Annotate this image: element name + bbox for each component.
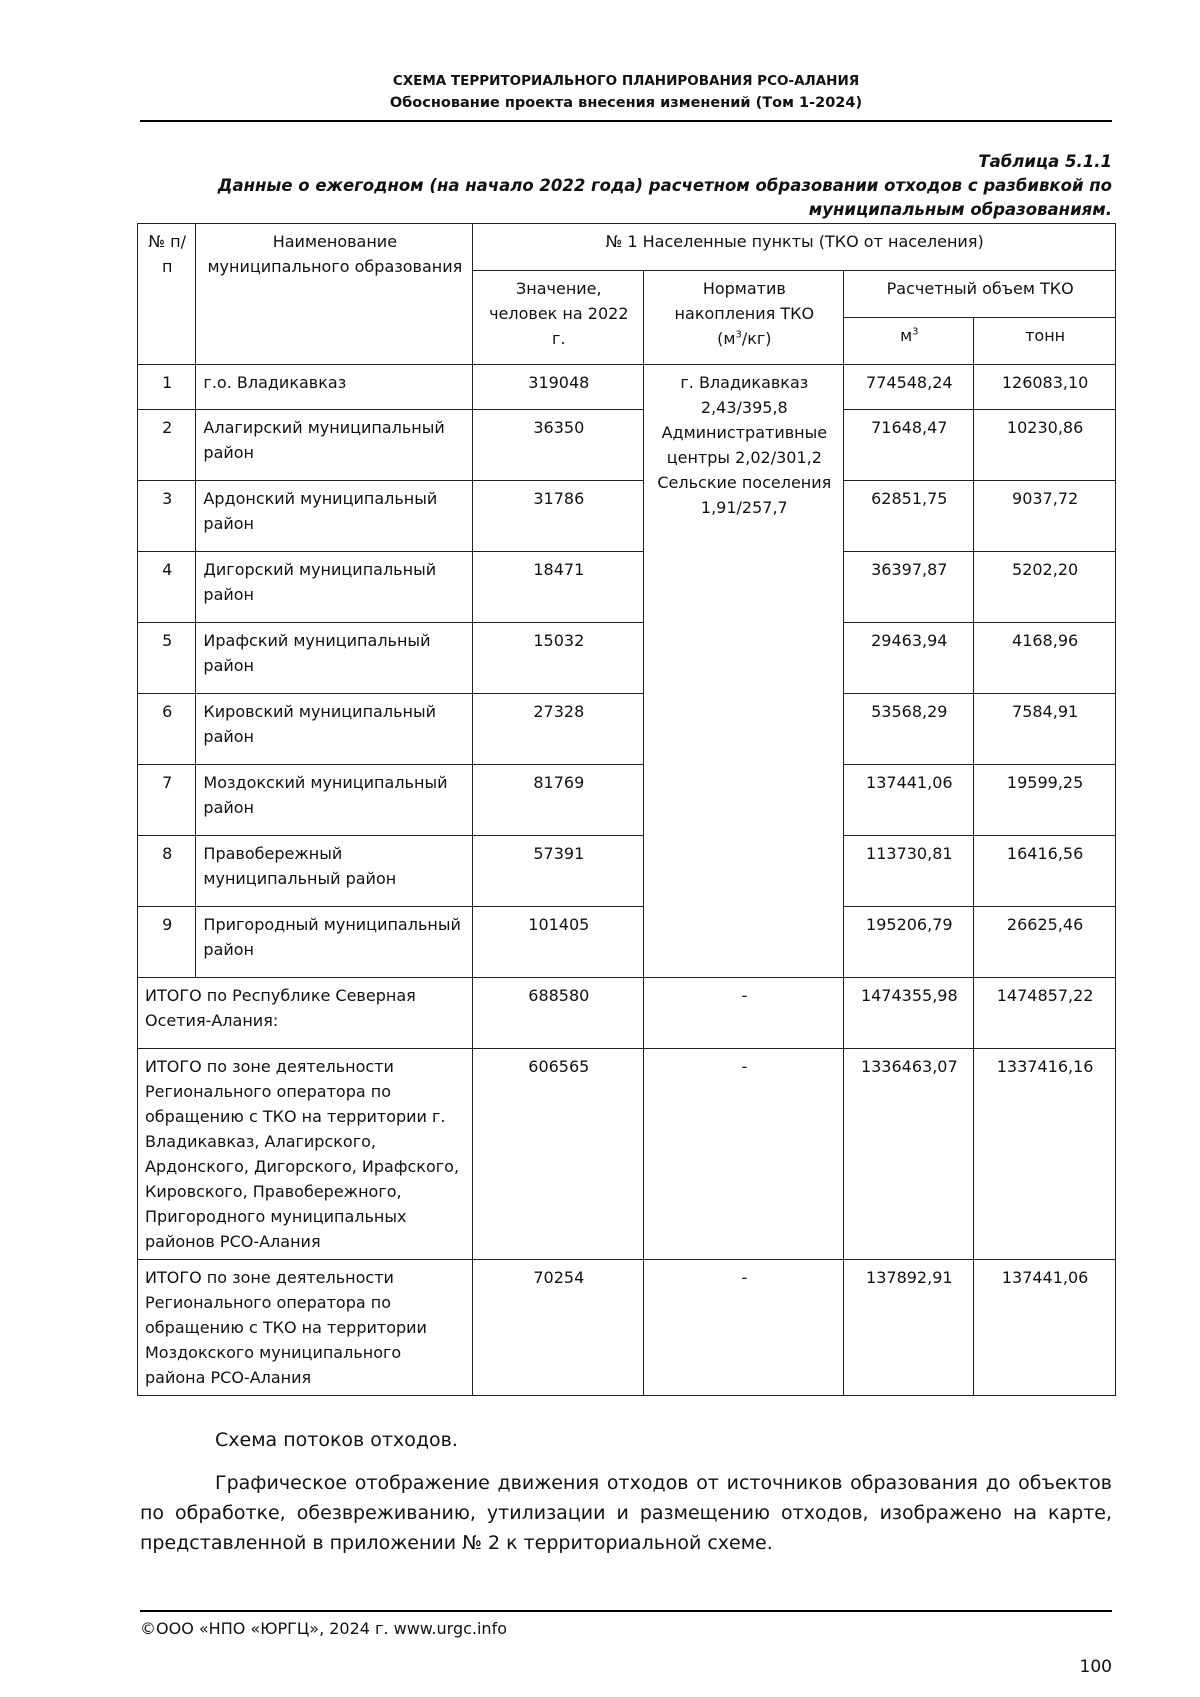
table-row bbox=[138, 552, 1116, 623]
cell-population: 27328 bbox=[473, 694, 644, 765]
cell-population: 57391 bbox=[473, 836, 644, 907]
table-row bbox=[138, 365, 1116, 410]
cell-volume-tons: 7584,91 bbox=[974, 694, 1116, 765]
total-row bbox=[138, 978, 1116, 1049]
header-group: № 1 Населенные пункты (ТКО от населения) bbox=[473, 224, 1116, 271]
cell-volume-m3: 195206,79 bbox=[844, 907, 974, 978]
cell-name: Ирафский муниципальный район bbox=[196, 623, 473, 694]
cell-volume-tons: 9037,72 bbox=[974, 481, 1116, 552]
cell-total-name: ИТОГО по зоне деятельности Регионального оператора по обращению с ТКО на территории Моздокского муниципального района РСО-Алания bbox=[138, 1260, 473, 1396]
table-title-line2: муниципальным образованиям. bbox=[808, 200, 1112, 219]
cell-volume-m3: 774548,24 bbox=[844, 365, 974, 410]
cell-no: 8 bbox=[138, 836, 196, 907]
page-header bbox=[140, 70, 1112, 114]
norm-line: 2,43/395,8 bbox=[700, 398, 788, 417]
table-title-line1: Данные о ежегодном (на начало 2022 года) расчетном образовании отходов с разбивкой по bbox=[217, 176, 1112, 195]
cell-population: 319048 bbox=[473, 365, 644, 410]
table-row bbox=[138, 694, 1116, 765]
cell-volume-m3: 1336463,07 bbox=[844, 1049, 974, 1260]
cell-name: Алагирский муниципальный район bbox=[196, 410, 473, 481]
header-title: СХЕМА ТЕРРИТОРИАЛЬНОГО ПЛАНИРОВАНИЯ РСО-АЛАНИЯ bbox=[392, 73, 860, 89]
cell-volume-m3: 71648,47 bbox=[844, 410, 974, 481]
cell-volume-tons: 4168,96 bbox=[974, 623, 1116, 694]
cell-volume-tons: 10230,86 bbox=[974, 410, 1116, 481]
cell-volume-m3: 36397,87 bbox=[844, 552, 974, 623]
cell-total-name: ИТОГО по зоне деятельности Регионального оператора по обращению с ТКО на территории г. Владикавказ, Алагирского, Ардонского, Дигорского, Ирафского, Кировского, Правобережного, Пригородного муниципальных районов РСО-Алания bbox=[138, 1049, 473, 1260]
page-number: 100 bbox=[1079, 1657, 1112, 1677]
table-body bbox=[138, 365, 1116, 1396]
header-norm-label: Норматив накопления ТКО bbox=[674, 279, 815, 323]
waste-table bbox=[137, 223, 1116, 1396]
cell-volume-tons: 1337416,16 bbox=[974, 1049, 1116, 1260]
cell-norm: - bbox=[644, 1049, 844, 1260]
cell-population: 31786 bbox=[473, 481, 644, 552]
total-row bbox=[138, 1049, 1116, 1260]
header-subtitle: Обоснование проекта внесения изменений (Том 1-2024) bbox=[389, 95, 863, 111]
cell-volume-tons: 26625,46 bbox=[974, 907, 1116, 978]
cell-population: 101405 bbox=[473, 907, 644, 978]
cell-name: Ардонский муниципальный район bbox=[196, 481, 473, 552]
paragraph-description: Графическое отображение движения отходов от источников образования до объектов по обработке, обезвреживанию, утилизации и размещению отходов, изображено на карте, представленной в приложении № 2 к территориальной схеме. bbox=[140, 1472, 1112, 1554]
cell-no: 5 bbox=[138, 623, 196, 694]
cell-volume-tons: 137441,06 bbox=[974, 1260, 1116, 1396]
cell-no: 6 bbox=[138, 694, 196, 765]
paragraph-flow-scheme: Схема потоков отходов. bbox=[215, 1429, 458, 1451]
header-name: Наименование муниципального образования bbox=[196, 224, 473, 365]
header-population: Значение, человек на 2022 г. bbox=[473, 271, 644, 365]
header-tons: тонн bbox=[974, 318, 1116, 365]
cell-name: Моздокский муниципальный район bbox=[196, 765, 473, 836]
cell-volume-m3: 113730,81 bbox=[844, 836, 974, 907]
table-caption bbox=[140, 150, 1112, 222]
cell-volume-m3: 1474355,98 bbox=[844, 978, 974, 1049]
norm-line: г. Владикавказ bbox=[680, 373, 809, 392]
table-row bbox=[138, 623, 1116, 694]
cell-population: 15032 bbox=[473, 623, 644, 694]
cell-no: 9 bbox=[138, 907, 196, 978]
cell-population: 81769 bbox=[473, 765, 644, 836]
table-number: Таблица 5.1.1 bbox=[978, 152, 1112, 171]
table-row bbox=[138, 765, 1116, 836]
header-divider bbox=[140, 120, 1112, 122]
footer-divider bbox=[140, 1610, 1112, 1612]
cell-no: 1 bbox=[138, 365, 196, 410]
header-norm-unit: $(м^3/кг)$ bbox=[717, 329, 772, 348]
table-row bbox=[138, 836, 1116, 907]
cell-name: г.о. Владикавказ bbox=[196, 365, 473, 410]
cell-name: Правобережный муниципальный район bbox=[196, 836, 473, 907]
cell-name: Пригородный муниципальный район bbox=[196, 907, 473, 978]
cell-volume-m3: 62851,75 bbox=[844, 481, 974, 552]
cell-volume-m3: 137892,91 bbox=[844, 1260, 974, 1396]
table-row bbox=[138, 410, 1116, 481]
cell-no: 4 bbox=[138, 552, 196, 623]
cell-norm: - bbox=[644, 978, 844, 1049]
footer-copyright: ©ООО «НПО «ЮРГЦ», 2024 г. www.urgc.info bbox=[140, 1619, 507, 1638]
cell-name: Кировский муниципальный район bbox=[196, 694, 473, 765]
header-norm bbox=[644, 271, 844, 365]
cell-population: 36350 bbox=[473, 410, 644, 481]
cell-no: 2 bbox=[138, 410, 196, 481]
total-row bbox=[138, 1260, 1116, 1396]
header-no: № п/п bbox=[138, 224, 196, 365]
cell-name: Дигорский муниципальный район bbox=[196, 552, 473, 623]
cell-population: 18471 bbox=[473, 552, 644, 623]
cell-total-name: ИТОГО по Республике Северная Осетия-Алания: bbox=[138, 978, 473, 1049]
header-m3: $м^3$ bbox=[844, 318, 974, 365]
cell-volume-tons: 1474857,22 bbox=[974, 978, 1116, 1049]
cell-volume-m3: 137441,06 bbox=[844, 765, 974, 836]
cell-volume-tons: 5202,20 bbox=[974, 552, 1116, 623]
cell-population: 606565 bbox=[473, 1049, 644, 1260]
cell-no: 3 bbox=[138, 481, 196, 552]
cell-population: 70254 bbox=[473, 1260, 644, 1396]
cell-norm-merged bbox=[644, 365, 844, 978]
cell-norm: - bbox=[644, 1260, 844, 1396]
header-volume: Расчетный объем ТКО bbox=[844, 271, 1116, 318]
cell-volume-tons: 16416,56 bbox=[974, 836, 1116, 907]
table-row bbox=[138, 907, 1116, 978]
cell-population: 688580 bbox=[473, 978, 644, 1049]
table-row bbox=[138, 481, 1116, 552]
cell-volume-tons: 19599,25 bbox=[974, 765, 1116, 836]
norm-line: Административные центры 2,02/301,2 bbox=[661, 423, 828, 467]
cell-volume-m3: 53568,29 bbox=[844, 694, 974, 765]
norm-line: Сельские поселения 1,91/257,7 bbox=[657, 473, 832, 517]
cell-volume-m3: 29463,94 bbox=[844, 623, 974, 694]
cell-no: 7 bbox=[138, 765, 196, 836]
cell-volume-tons: 126083,10 bbox=[974, 365, 1116, 410]
